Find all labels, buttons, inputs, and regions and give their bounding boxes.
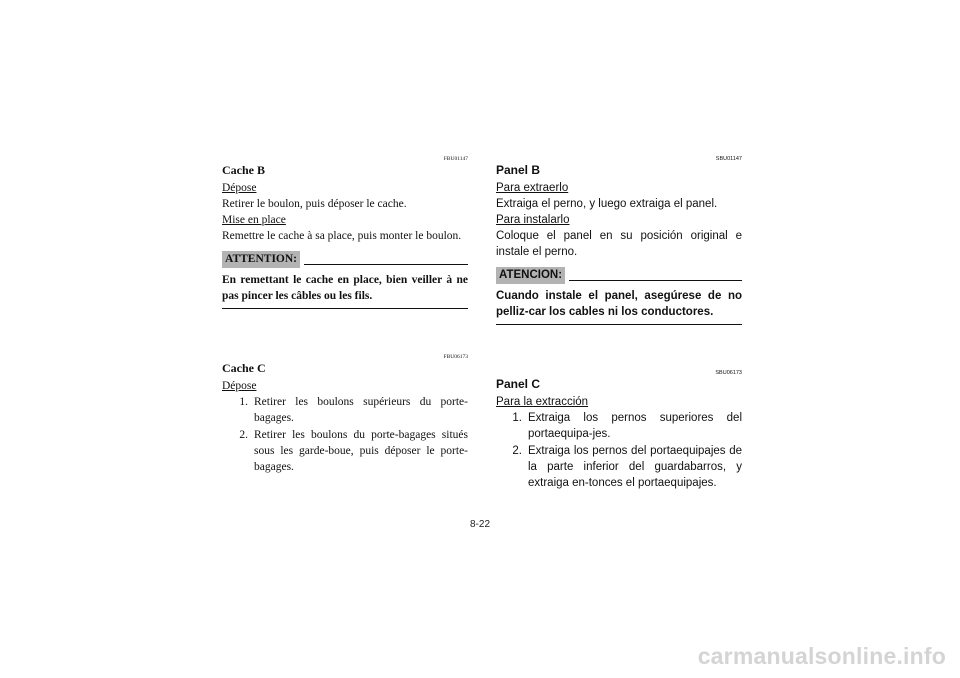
subheading-removal: Para extraerlo [496, 182, 569, 194]
step-number: 2. [239, 429, 248, 441]
attention-text: Cuando instale el panel, asegúrese de no pelliz-car los cables ni los conductores. [496, 288, 742, 325]
attention-label: ATTENTION: [222, 251, 300, 268]
spanish-column [496, 156, 742, 492]
section-title: Panel B [496, 163, 541, 177]
subheading-installation: Mise en place [222, 214, 286, 226]
list-item [222, 394, 468, 426]
attention-header [222, 250, 468, 268]
attention-text: En remettant le cache en place, bien veiller à ne pas pincer les câbles ou les fils. [222, 272, 468, 309]
section-cache-b [222, 156, 468, 309]
step-text: Extraiga los pernos del portaequipajes de la parte inferior del guardabarros, y extraiga en-tonces el portaequipajes. [528, 445, 742, 489]
subheading-removal: Dépose [222, 182, 257, 194]
reference-code: SBU01147 [715, 156, 742, 162]
section-title: Cache C [222, 361, 266, 375]
section-title: Cache B [222, 163, 265, 177]
watermark: carmanualsonline.info [697, 643, 946, 669]
step-text: Retirer les boulons du porte-bagages situés sous les garde-boue, puis déposer le porte-bagages. [254, 429, 468, 473]
installation-text: Coloque el panel en su posición original e instale el perno. [496, 230, 742, 258]
removal-text: Extraiga el perno, y luego extraiga el panel. [496, 198, 718, 210]
section-title: Panel C [496, 377, 541, 391]
section-cache-c [222, 354, 468, 475]
installation-text: Remettre le cache à sa place, puis monter le boulon. [222, 230, 462, 242]
list-item [496, 443, 742, 491]
step-number: 1. [512, 412, 522, 424]
attention-rule [569, 280, 742, 281]
subheading-removal: Para la extracción [496, 396, 589, 408]
attention-rule [304, 264, 468, 265]
section-panel-b [496, 156, 742, 325]
french-column [222, 156, 468, 476]
reference-code: SBU06173 [715, 370, 742, 376]
attention-label: ATENCION: [496, 267, 565, 284]
step-number: 1. [239, 396, 248, 408]
subheading-installation: Para instalarlo [496, 214, 570, 226]
list-item [222, 427, 468, 475]
steps-list [222, 394, 468, 475]
section-panel-c [496, 370, 742, 491]
steps-list [496, 410, 742, 491]
reference-code: FBU06173 [443, 354, 468, 360]
reference-code: FBU01147 [443, 156, 468, 162]
step-text: Extraiga los pernos superiores del portaequipa-jes. [528, 412, 742, 440]
page-number: 8-22 [469, 519, 490, 530]
subheading-removal: Dépose [222, 380, 257, 392]
step-text: Retirer les boulons supérieurs du porte-bagages. [254, 396, 468, 424]
removal-text: Retirer le boulon, puis déposer le cache. [222, 198, 407, 210]
attention-header [496, 266, 742, 284]
list-item [496, 410, 742, 442]
step-number: 2. [512, 445, 522, 457]
